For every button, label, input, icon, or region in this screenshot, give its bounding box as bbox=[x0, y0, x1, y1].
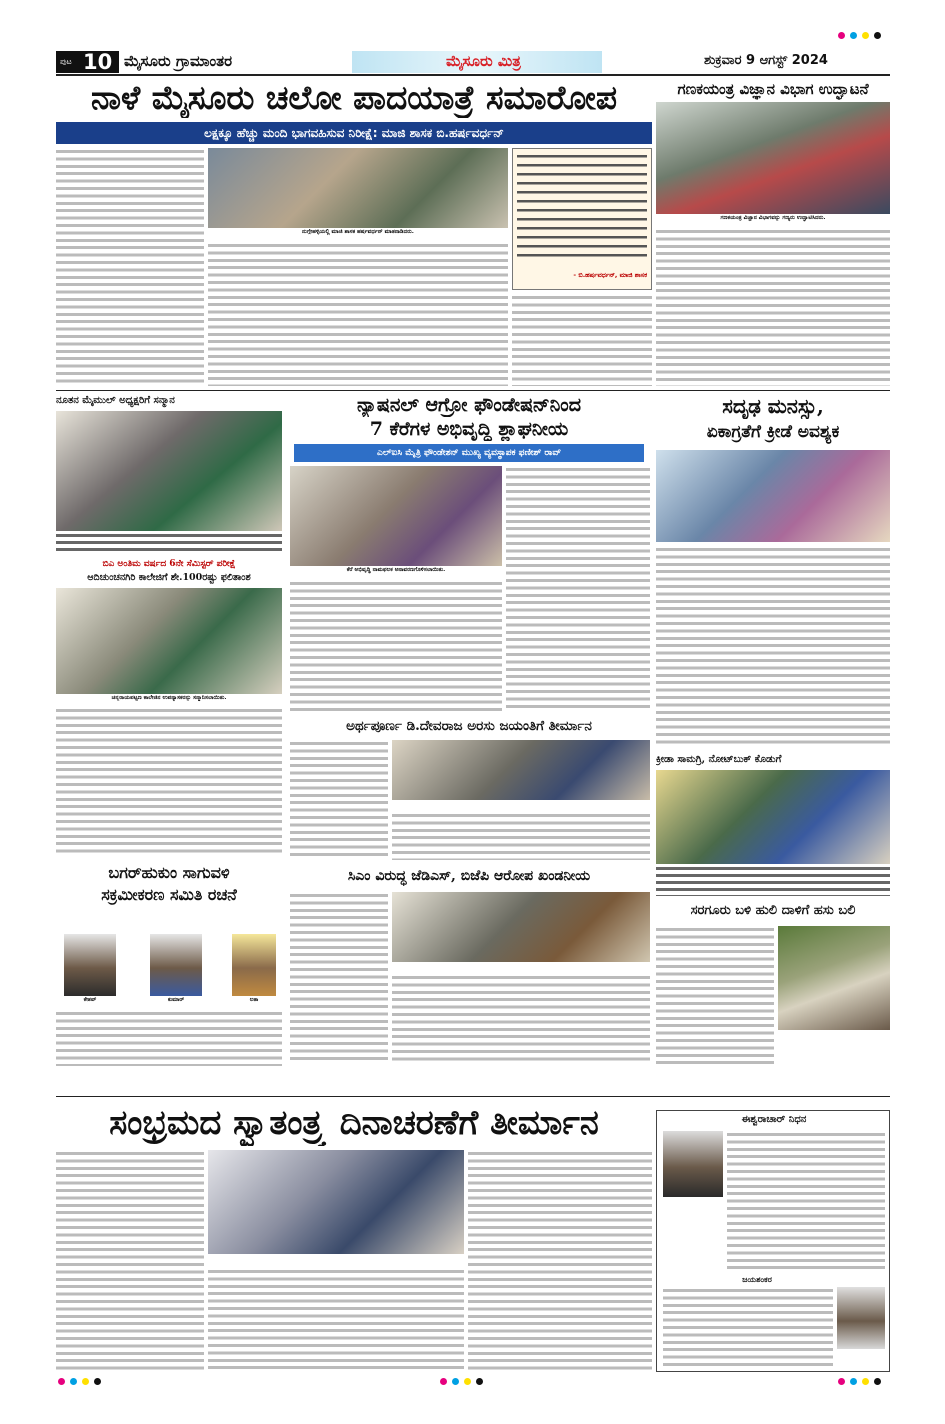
s7-body-left bbox=[290, 740, 388, 860]
s8-name-2: ಕುಮಾರ್ bbox=[167, 997, 185, 1003]
s3-caption bbox=[56, 533, 282, 555]
page-number: 10 bbox=[83, 50, 113, 74]
s1-body-col1 bbox=[56, 148, 204, 386]
s8-name-3: ಲತಾ bbox=[249, 997, 259, 1003]
s2-caption: ಗಣಕಯಂತ್ರ ವಿಜ್ಞಾನ ವಿಭಾಗವನ್ನು ಗಣ್ಯರು ಉದ್ಘಾಟಿಸಿದರು. bbox=[720, 215, 826, 221]
s6-body bbox=[56, 707, 282, 857]
s1-quote-author: - ಬಿ.ಹರ್ಷವರ್ಧನ್, ಮಾಜಿ ಶಾಸಕ bbox=[573, 271, 647, 279]
s1-deck: ಲಕ್ಷಕ್ಕೂ ಹೆಚ್ಚು ಮಂದಿ ಭಾಗವಹಿಸುವ ನಿರೀಕ್ಷೆ: ಮಾಜಿ ಶಾಸಕ ಬಿ.ಹರ್ಷವರ್ಧನ್ bbox=[56, 122, 652, 144]
s7-body-right bbox=[392, 812, 650, 860]
s12-body-mid bbox=[208, 1268, 464, 1370]
s1-body-text bbox=[56, 148, 204, 386]
page-header bbox=[56, 51, 890, 73]
obituary-box bbox=[656, 1110, 890, 1372]
s9-photo bbox=[392, 892, 650, 962]
s1-photo bbox=[208, 148, 508, 228]
s13-body-2 bbox=[663, 1287, 833, 1367]
s8-portrait-3 bbox=[232, 934, 276, 996]
color-registration-bottom-left bbox=[58, 1378, 114, 1386]
color-registration-top bbox=[838, 32, 894, 40]
s1-body-col3 bbox=[512, 294, 652, 386]
s11-photo bbox=[778, 926, 890, 1030]
s4-body-right bbox=[506, 466, 650, 712]
row-rule-2 bbox=[56, 1096, 890, 1097]
s9-headline: ಸಿಎಂ ವಿರುದ್ಧ ಜೆಡಿಎಸ್, ಬಿಜೆಪಿ ಆರೋಪ ಖಂಡನೀಯ bbox=[347, 868, 591, 884]
s13-name-2: ಜಯಶಂಕರ bbox=[742, 1274, 772, 1284]
s6-caption: ಚನ್ನರಾಯಪಟ್ಟಣ ಕಾಲೇಜಿನ ಉಪನ್ಯಾಸಕರನ್ನು ಸನ್ಮಾನಿಸಲಾಯಿತು. bbox=[111, 695, 227, 701]
s4-deck: ಎಲ್‌ಐಸಿ ಮೈತ್ರಿ ಫೌಂಡೇಶನ್ ಮುಖ್ಯ ವ್ಯವಸ್ಥಾಪಕ ಫಣೀಶ್ ರಾವ್ bbox=[294, 444, 644, 462]
s7-photo bbox=[392, 740, 650, 800]
s10-photo bbox=[656, 770, 890, 864]
s4-caption: ಕೆರೆ ಅಭಿವೃದ್ಧಿ ನಾಮಫಲಕ ಅನಾವರಣಗೊಳಿಸಲಾಯಿತು. bbox=[346, 567, 446, 573]
s13-body-1 bbox=[727, 1131, 885, 1271]
issue-date: ಶುಕ್ರವಾರ 9 ಆಗಸ್ಟ್ 2024 bbox=[704, 53, 828, 68]
s8-headline-2: ಸಕ್ರಮೀಕರಣ ಸಮಿತಿ ರಚನೆ bbox=[101, 885, 237, 904]
s5-headline-1: ಸದೃಢ ಮನಸ್ಸು, bbox=[722, 394, 824, 418]
s9-body-left bbox=[290, 892, 388, 1064]
s1-caption: ನುಗ್ಗೇಹಳ್ಳಿಯಲ್ಲಿ ಮಾಜಿ ಶಾಸಕ ಹರ್ಷವರ್ಧನ್ ಮಾತನಾಡಿದರು. bbox=[302, 229, 414, 235]
s8-body bbox=[56, 1010, 282, 1066]
s9-body-right bbox=[392, 974, 650, 1064]
s7-headline: ಅರ್ಥಪೂರ್ಣ ಡಿ.ದೇವರಾಜ ಅರಸು ಜಯಂತಿಗೆ ತೀರ್ಮಾನ bbox=[346, 718, 592, 734]
page-label: ಪುಟ bbox=[60, 57, 72, 66]
s8-portrait-2 bbox=[150, 934, 202, 996]
page-number-box bbox=[56, 51, 119, 73]
s12-body-right bbox=[468, 1150, 652, 1370]
s12-photo bbox=[208, 1150, 464, 1254]
s2-headline: ಗಣಕಯಂತ್ರ ವಿಜ್ಞಾನ ವಿಭಾಗ ಉದ್ಘಾಟನೆ bbox=[677, 80, 869, 98]
header-rule bbox=[56, 74, 890, 76]
s11-body bbox=[656, 926, 774, 1064]
s5-body bbox=[656, 546, 890, 746]
s6-headline-1: ಬಿಎ ಅಂತಿಮ ವರ್ಷದ 6ನೇ ಸೆಮಿಸ್ಟರ್ ಪರೀಕ್ಷೆ bbox=[102, 559, 236, 569]
s4-headline-1: ನ್ಯಾಷನಲ್ ಆಗ್ರೋ ಫೌಂಡೇಷನ್‌ನಿಂದ bbox=[357, 394, 581, 416]
s6-headline-2: ಆದಿಚುಂಚನಗಿರಿ ಕಾಲೇಜಿಗೆ ಶೇ.100ರಷ್ಟು ಫಲಿತಾಂಶ bbox=[87, 572, 251, 583]
s5-photo bbox=[656, 450, 890, 542]
masthead-logo: ಮೈಸೂರು ಮಿತ್ರ bbox=[446, 52, 521, 70]
s4-photo bbox=[290, 466, 502, 566]
s1-quote-box bbox=[512, 148, 652, 290]
row-rule-1 bbox=[56, 390, 890, 391]
s5-headline-2: ಏಕಾಗ್ರತೆಗೆ ಕ್ರೀಡೆ ಅವಶ್ಯಕ bbox=[706, 422, 840, 442]
s13-portrait-2 bbox=[837, 1287, 885, 1349]
s12-body-left bbox=[56, 1150, 204, 1370]
s4-body-left bbox=[290, 580, 502, 712]
s6-photo bbox=[56, 588, 282, 694]
s13-headline: ಈಶ್ವರಾಚಾರ್ ನಿಧನ bbox=[741, 1114, 807, 1125]
s10-caption bbox=[656, 866, 890, 896]
s12-headline: ಸಂಭ್ರಮದ ಸ್ವಾತಂತ್ರ್ಯ ದಿನಾಚರಣೆಗೆ ತೀರ್ಮಾನ bbox=[109, 1103, 599, 1143]
color-registration-bottom-mid bbox=[440, 1378, 496, 1386]
s3-photo bbox=[56, 411, 282, 531]
s10-headline: ಕ್ರೀಡಾ ಸಾಮಗ್ರಿ, ನೋಟ್‌ಬುಕ್ ಕೊಡುಗೆ bbox=[656, 754, 782, 765]
s8-name-1: ಕೇಶವ್ bbox=[83, 997, 97, 1003]
color-registration-bottom-right bbox=[838, 1378, 894, 1386]
s3-headline: ನೂತನ ಮೈಮುಲ್ ಅಧ್ಯಕ್ಷರಿಗೆ ಸನ್ಮಾನ bbox=[56, 395, 175, 406]
s13-portrait-1 bbox=[663, 1131, 723, 1197]
s4-headline-2: 7 ಕೆರೆಗಳ ಅಭಿವೃದ್ಧಿ ಶ್ಲಾಘನೀಯ bbox=[369, 418, 569, 440]
s2-body bbox=[656, 228, 890, 386]
s1-headline: ನಾಳೆ ಮೈಸೂರು ಚಲೋ ಪಾದಯಾತ್ರೆ ಸಮಾರೋಪ bbox=[90, 78, 617, 117]
s8-portrait-1 bbox=[64, 934, 116, 996]
section-title: ಮೈಸೂರು ಗ್ರಾಮಾಂತರ bbox=[124, 52, 233, 70]
s2-photo bbox=[656, 102, 890, 214]
s1-quote-text bbox=[517, 153, 647, 263]
s8-headline-1: ಬಗರ್‌ಹುಕುಂ ಸಾಗುವಳಿ bbox=[108, 863, 230, 882]
s1-body-col2 bbox=[208, 242, 508, 386]
s11-headline: ಸರಗೂರು ಬಳಿ ಹುಲಿ ದಾಳಿಗೆ ಹಸು ಬಲಿ bbox=[690, 903, 856, 918]
